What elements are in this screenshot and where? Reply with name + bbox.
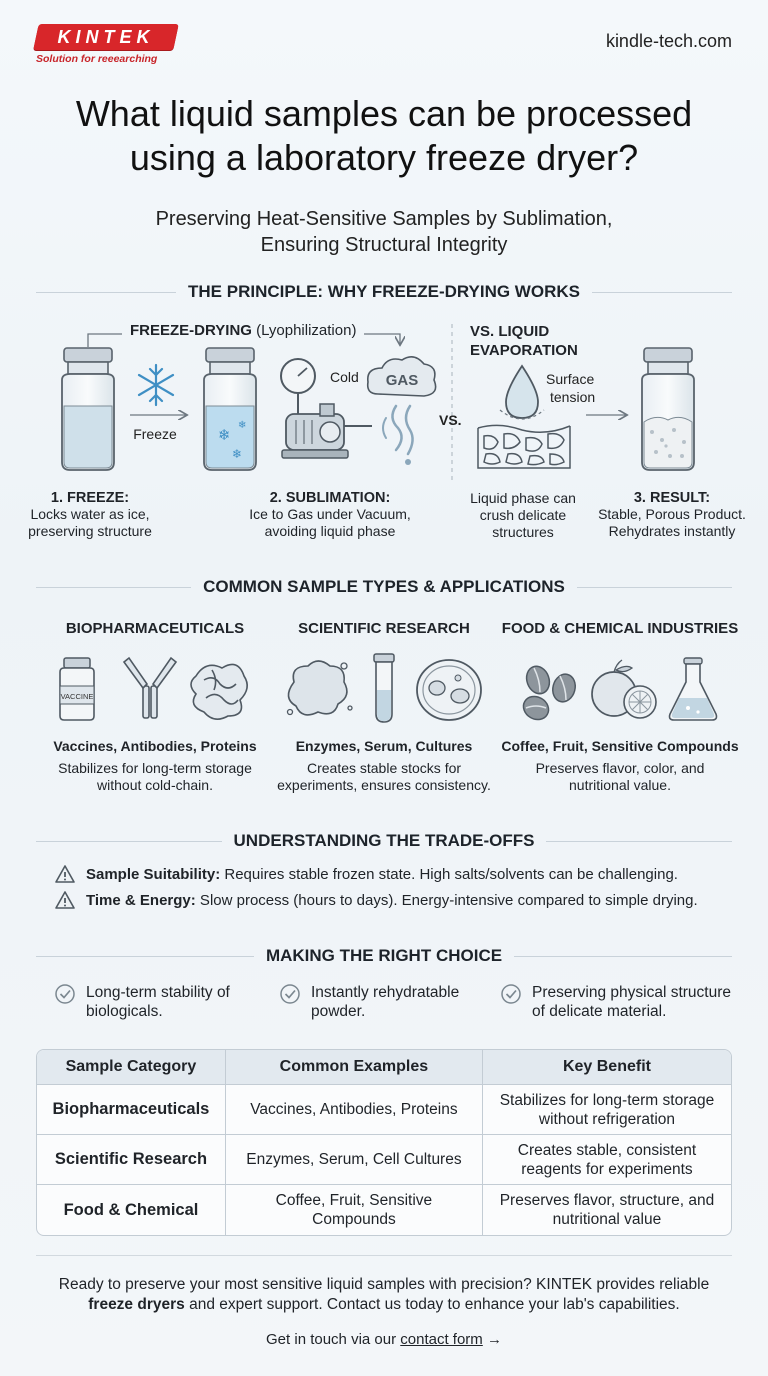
sample-col-research: Enzymes, Serum, Cultures Creates stable stocks for experiments, ensures consistency. (277, 738, 491, 793)
coffee-beans-icon (519, 663, 578, 724)
contact-line: Get in touch via our contact form → (266, 1331, 502, 1348)
enzyme-icon (288, 661, 353, 715)
col-heading-bio: BIOPHARMACEUTICALS (65, 620, 245, 637)
crushed-structure-icon (478, 425, 570, 468)
table-header: Key Benefit (483, 1050, 731, 1085)
svg-text:❄: ❄ (232, 447, 243, 461)
gas-cloud-icon (368, 357, 436, 465)
principle-diagram (0, 310, 768, 500)
table-row (37, 1135, 731, 1185)
step-freeze: 1. FREEZE: Locks water as ice, preserving structure (28, 490, 152, 539)
table-cell-category: Food & Chemical (37, 1185, 226, 1235)
site-url[interactable]: kindle-tech.com (605, 31, 732, 51)
choice-item-rehydratable: Instantly rehydratable powder. (279, 983, 489, 1021)
check-circle-icon (54, 983, 76, 1005)
snowflake-icon (139, 365, 173, 405)
flask-icon (670, 658, 717, 720)
table-row (37, 1185, 731, 1235)
step-sublimation: 2. SUBLIMATION: Ice to Gas under Vacuum, avoiding liquid phase (249, 490, 411, 539)
summary-table (36, 1049, 732, 1236)
frozen-vial-icon (204, 348, 256, 470)
sample-icons (0, 650, 768, 730)
page-title: What liquid samples can be processed using a laboratory freeze dryer? (75, 93, 693, 178)
col-heading-research: SCIENTIFIC RESEARCH (298, 620, 470, 637)
choice-item-stability: Long-term stability of biologicals. (54, 983, 264, 1021)
antibody-icon (124, 658, 176, 718)
freeze-arrow-label: Freeze (133, 426, 177, 442)
test-tube-icon (374, 654, 394, 722)
svg-text:❄: ❄ (218, 427, 231, 444)
pressure-gauge-icon (281, 359, 315, 414)
principle-heading: THE PRINCIPLE: WHY FREEZE-DRYING WORKS (36, 282, 732, 302)
sample-col-bio: Vaccines, Antibodies, Proteins Stabilizes for long-term storage without cold-chain. (53, 738, 257, 793)
freeze-drying-label: FREEZE-DRYING (Lyophilization) (130, 322, 357, 339)
table-cell-benefit: Preserves flavor, structure, and nutritional value (499, 1192, 715, 1228)
cold-label: Cold (330, 369, 359, 385)
table-cell-examples: Enzymes, Serum, Cell Cultures (226, 1135, 483, 1185)
choice-heading: MAKING THE RIGHT CHOICE (36, 946, 732, 966)
warning-icon (54, 890, 76, 910)
samples-heading: COMMON SAMPLE TYPES & APPLICATIONS (36, 577, 732, 597)
table-row (37, 1085, 731, 1135)
water-droplet-icon (500, 366, 544, 419)
footer-divider (36, 1255, 732, 1256)
protein-icon (191, 664, 247, 719)
choice-item-structure: Preserving physical structure of delicate material. (500, 983, 750, 1021)
table-cell-examples: Coffee, Fruit, Sensitive Compounds (226, 1185, 483, 1235)
page-subtitle: Preserving Heat-Sensitive Samples by Sublimation, Ensuring Structural Integrity (155, 208, 613, 256)
col-heading-food: FOOD & CHEMICAL INDUSTRIES (501, 620, 739, 637)
gas-label: GAS (385, 372, 419, 389)
arrow-right-icon[interactable]: → (486, 1331, 502, 1348)
contact-form-link[interactable]: contact form (400, 1331, 483, 1348)
sample-col-food: Coffee, Fruit, Sensitive Compounds Preserves flavor, color, and nutritional value. (501, 738, 739, 793)
tradeoffs-heading: UNDERSTANDING THE TRADE-OFFS (36, 831, 732, 851)
powder-vial-icon (642, 348, 694, 470)
petri-dish-icon (417, 660, 481, 720)
vs-label: VS. (439, 412, 462, 428)
tradeoff-suitability: Sample Suitability: Requires stable frozen state. High salts/solvents can be challenging. (54, 864, 678, 884)
table-cell-category: Biopharmaceuticals (37, 1085, 226, 1135)
orange-fruit-icon (592, 660, 656, 718)
tradeoff-time-energy: Time & Energy: Slow process (hours to days). Energy-intensive compared to simple drying. (54, 890, 698, 910)
check-circle-icon (500, 983, 522, 1005)
step-liquid-phase: Liquid phase can crush delicate structures (470, 490, 576, 540)
surface-label-2: tension (550, 389, 596, 405)
table-cell-benefit: Stabilizes for long-term storage without refrigeration (483, 1085, 731, 1135)
cta-text: Ready to preserve your most sensitive liquid samples with precision? KINTEK provides reliable freeze dryers and expert support. Contact us today to enhance your lab's capabilities. (58, 1276, 710, 1313)
vaccine-label: VACCINE (60, 692, 94, 701)
table-header: Sample Category (37, 1050, 226, 1085)
liquid-vial-icon (62, 348, 114, 470)
table-cell-category: Scientific Research (37, 1135, 226, 1185)
table-header-row (37, 1050, 731, 1085)
svg-text:❄: ❄ (238, 420, 247, 431)
vs-liquid-label: VS. LIQUID EVAPORATION (470, 323, 578, 359)
table-cell-benefit: Creates stable, consistent reagents for experiments (483, 1135, 731, 1185)
warning-icon (54, 864, 76, 884)
step-result: 3. RESULT: Stable, Porous Product. Rehydrates instantly (598, 490, 746, 539)
brand-logo-text: KINTEK (57, 27, 155, 47)
vaccine-vial-icon (60, 658, 94, 720)
table-header: Common Examples (226, 1050, 483, 1085)
check-circle-icon (279, 983, 301, 1005)
vacuum-pump-icon (282, 404, 372, 458)
brand-tagline: Solution for reeearching (36, 53, 158, 65)
table-cell-examples: Vaccines, Antibodies, Proteins (226, 1085, 483, 1135)
surface-label-1: Surface (546, 371, 595, 387)
